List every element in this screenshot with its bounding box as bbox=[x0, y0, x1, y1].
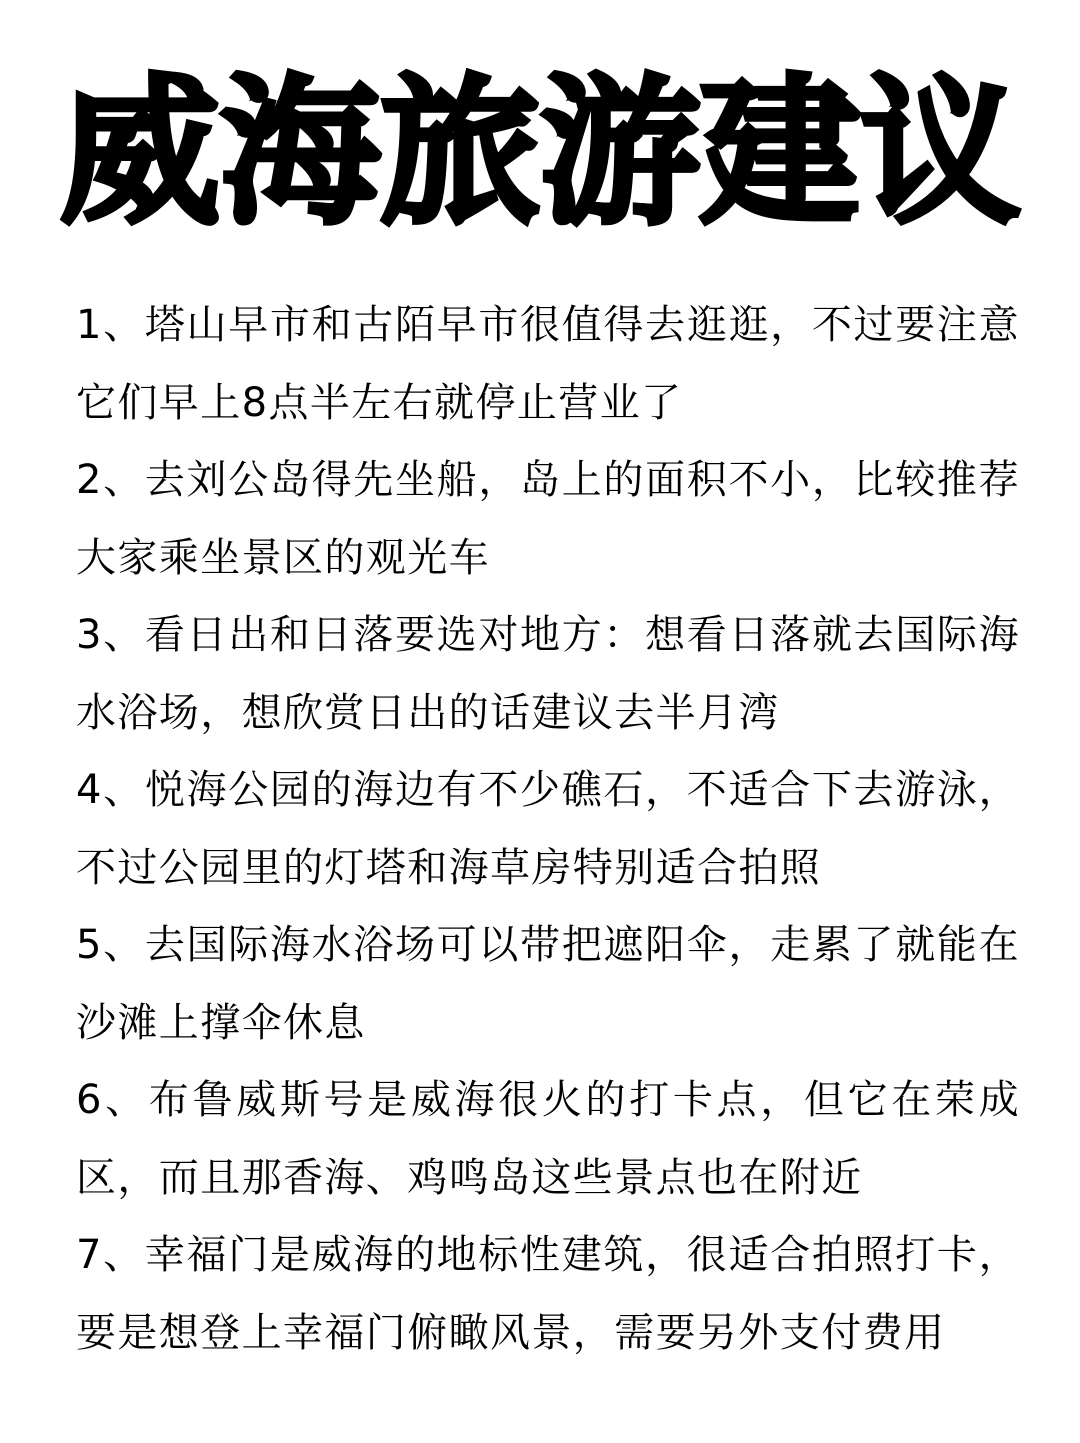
tip-item: 5、去国际海水浴场可以带把遮阳伞，走累了就能在沙滩上撑伞休息 bbox=[76, 922, 1020, 1046]
tip-item: 2、去刘公岛得先坐船，岛上的面积不小，比较推荐大家乘坐景区的观光车 bbox=[76, 457, 1020, 581]
tip-item: 3、看日出和日落要选对地方：想看日落就去国际海水浴场，想欣赏日出的话建议去半月湾 bbox=[76, 612, 1020, 736]
tip-item: 7、幸福门是威海的地标性建筑，很适合拍照打卡，要是想登上幸福门俯瞰风景，需要另外支付费用 bbox=[76, 1232, 1020, 1356]
tip-item: 4、悦海公园的海边有不少礁石，不适合下去游泳，不过公园里的灯塔和海草房特别适合拍照 bbox=[76, 767, 1020, 891]
page-title: 威海旅游建议 bbox=[59, 59, 1020, 246]
tip-item: 6、布鲁威斯号是威海很火的打卡点，但它在荣成区，而且那香海、鸡鸣岛这些景点也在附近 bbox=[76, 1077, 1020, 1201]
tip-item: 1、塔山早市和古陌早市很值得去逛逛，不过要注意它们早上8点半左右就停止营业了 bbox=[76, 302, 1020, 426]
tips-list bbox=[76, 287, 1020, 1372]
